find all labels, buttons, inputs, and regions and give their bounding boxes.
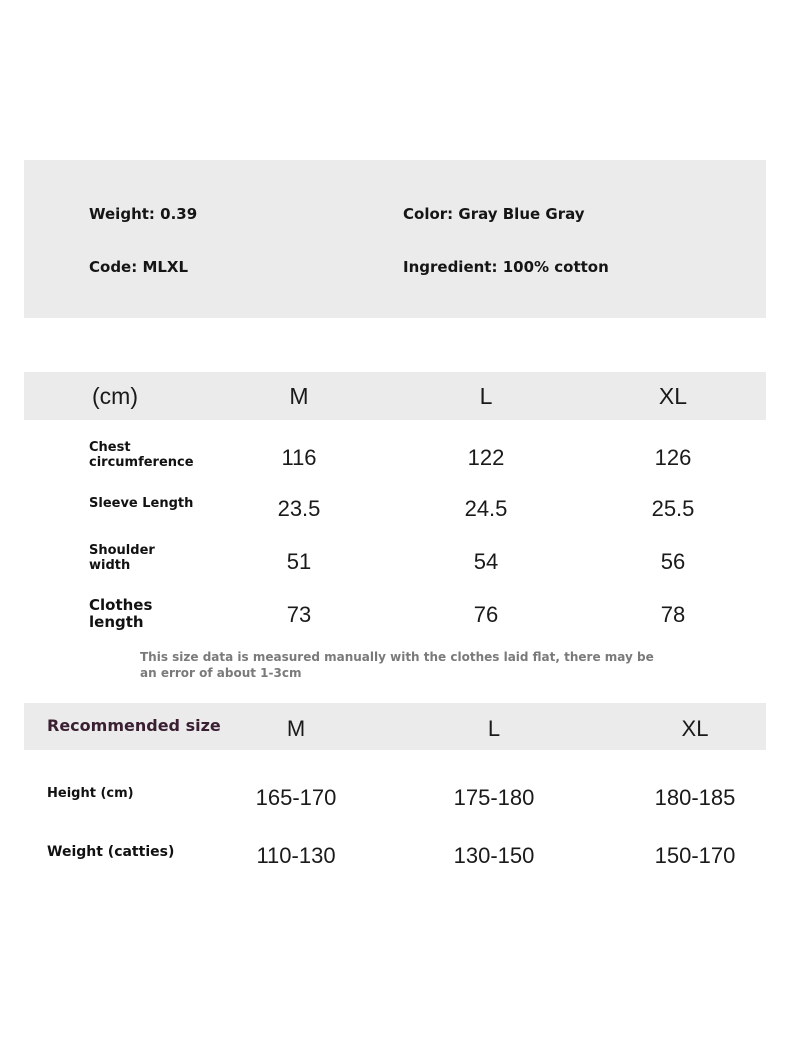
length-l: 76 <box>473 602 499 627</box>
length-xl: 78 <box>660 602 686 627</box>
size-header-m: M <box>289 383 309 409</box>
color-info: Color: Gray Blue Gray <box>403 205 585 223</box>
chest-xl: 126 <box>654 445 692 470</box>
row-label-chest <box>89 441 194 471</box>
rec-size-m: M <box>286 716 306 741</box>
sleeve-m: 23.5 <box>277 496 321 521</box>
chest-l: 122 <box>467 445 505 470</box>
rec-size-l: L <box>487 716 501 741</box>
height-m: 165-170 <box>255 785 337 810</box>
weight-m: 110-130 <box>256 843 336 868</box>
row-label-chest-line2: circumference <box>89 454 194 470</box>
weight-xl: 150-170 <box>654 843 736 868</box>
height-xl: 180-185 <box>654 785 736 810</box>
unit-header: (cm) <box>92 383 138 409</box>
row-label-shoulder-line1: Shoulder <box>89 543 155 558</box>
code-info: Code: MLXL <box>89 258 189 276</box>
row-label-shoulder-line2: width <box>89 557 131 573</box>
recommended-title: Recommended size <box>47 716 221 735</box>
ingredient-info: Ingredient: 100% cotton <box>403 258 609 276</box>
row-label-weight: Weight (catties) <box>47 844 175 860</box>
weight-info: Weight: 0.39 <box>89 205 198 223</box>
row-label-length-line1: Clothes <box>89 596 153 614</box>
measurement-note: This size data is measured manually with the clothes laid flat, there may be an error of about 1-3cm <box>140 650 654 680</box>
row-label-shoulder <box>89 544 155 574</box>
sleeve-l: 24.5 <box>464 496 508 521</box>
weight-l: 130-150 <box>453 843 535 868</box>
size-header-xl: XL <box>658 383 688 409</box>
shoulder-l: 54 <box>473 549 499 574</box>
rec-size-xl: XL <box>681 716 709 741</box>
row-label-length-line2: length <box>89 613 144 632</box>
size-header-l: L <box>479 383 493 409</box>
row-label-length <box>89 597 152 632</box>
row-label-sleeve: Sleeve Length <box>89 496 194 511</box>
length-m: 73 <box>286 602 312 627</box>
product-info-panel <box>24 160 766 318</box>
row-label-chest-line1: Chest <box>89 440 131 455</box>
shoulder-m: 51 <box>286 549 312 574</box>
row-label-height: Height (cm) <box>47 786 134 801</box>
sleeve-xl: 25.5 <box>651 496 695 521</box>
height-l: 175-180 <box>453 785 535 810</box>
chest-m: 116 <box>281 445 317 470</box>
shoulder-xl: 56 <box>660 549 686 574</box>
